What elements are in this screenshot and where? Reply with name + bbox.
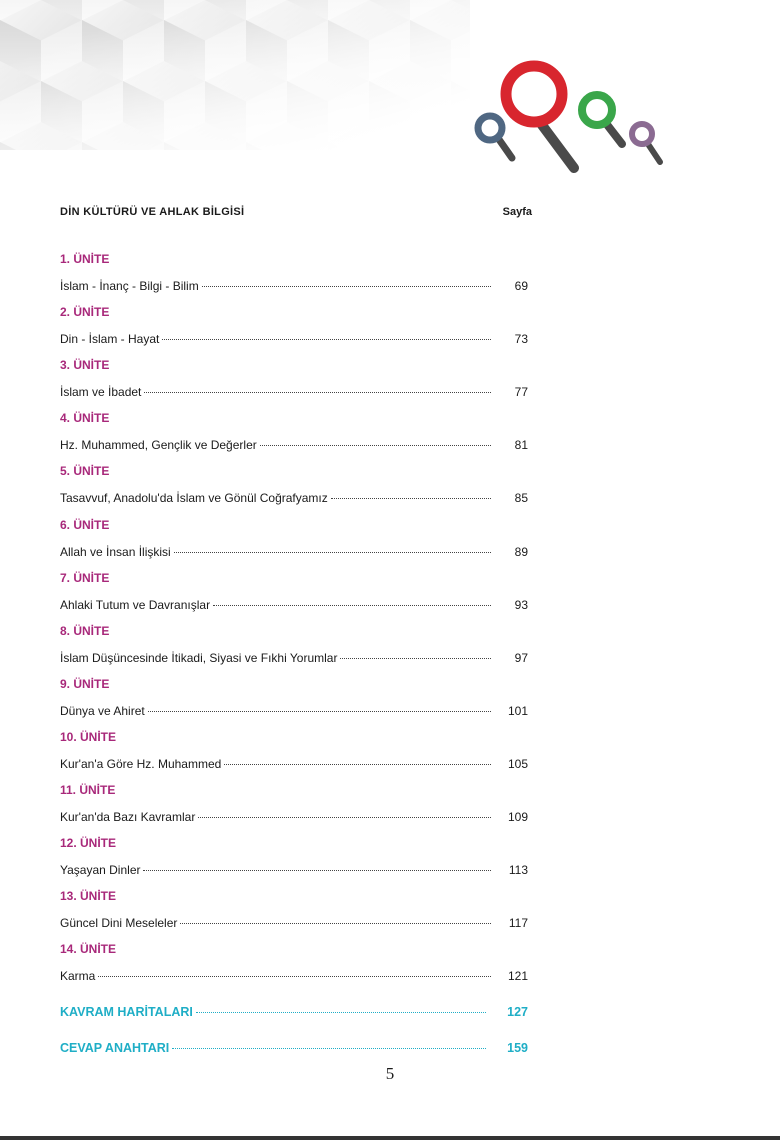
toc-entry-page: 81 xyxy=(514,438,528,453)
toc-entry[interactable] xyxy=(60,969,528,985)
magnifier-logo xyxy=(462,50,672,180)
bottom-divider xyxy=(0,1136,780,1140)
toc-entry-page: 113 xyxy=(508,863,528,878)
toc-page-column-label: Sayfa xyxy=(502,206,532,218)
dot-leader xyxy=(196,1012,486,1013)
toc-entry[interactable] xyxy=(60,757,528,773)
toc-entry-page: 73 xyxy=(514,332,528,347)
magnifier-handle-slate xyxy=(498,138,512,158)
toc-entry-title: Dünya ve Ahiret xyxy=(60,703,145,718)
toc-entry-title: Tasavvuf, Anadolu'da İslam ve Gönül Coğrafyamız xyxy=(60,491,328,506)
toc-special-page: 127 xyxy=(507,1005,528,1019)
toc-entry[interactable] xyxy=(60,916,528,932)
toc-entry-page: 105 xyxy=(507,756,528,771)
toc-entry-title: İslam Düşüncesinde İtikadi, Siyasi ve Fıkhi Yorumlar xyxy=(60,650,338,665)
dot-leader xyxy=(224,764,491,765)
toc-entry-page: 69 xyxy=(514,279,528,293)
dot-leader xyxy=(331,498,491,499)
dot-leader xyxy=(98,976,491,977)
toc-header xyxy=(60,206,532,224)
toc-entry[interactable] xyxy=(60,704,528,720)
toc-special-title: KAVRAM HARİTALARI xyxy=(60,1005,193,1019)
toc-entry-title: Ahlaki Tutum ve Davranışlar xyxy=(60,597,211,612)
cube-pattern-decoration xyxy=(0,0,470,150)
unit-heading: 7. ÜNİTE xyxy=(60,570,110,585)
dot-leader xyxy=(198,817,491,818)
toc-entry-title: Güncel Dini Meseleler xyxy=(60,916,178,931)
toc-entry-page: 97 xyxy=(514,650,528,665)
magnifier-lens-green xyxy=(582,95,612,125)
page-number: 5 xyxy=(385,1064,395,1083)
unit-heading: 13. ÜNİTE xyxy=(60,889,117,904)
toc-special-page: 159 xyxy=(507,1041,528,1055)
toc-entry-title: Hz. Muhammed, Gençlik ve Değerler xyxy=(60,438,257,453)
toc-entry-page: 121 xyxy=(507,969,528,984)
dot-leader xyxy=(213,605,491,606)
unit-heading: 11. ÜNİTE xyxy=(60,783,116,797)
unit-heading: 5. ÜNİTE xyxy=(60,464,110,479)
toc-special-entry[interactable] xyxy=(60,1041,528,1057)
toc-entry[interactable] xyxy=(60,279,528,295)
toc-entry-page: 101 xyxy=(507,703,528,718)
toc-entry-title: İslam - İnanç - Bilgi - Bilim xyxy=(60,279,199,293)
toc-entry-title: Din - İslam - Hayat xyxy=(60,332,160,347)
toc-entry-title: Allah ve İnsan İlişkisi xyxy=(60,544,171,559)
magnifier-lens-purple xyxy=(632,124,652,144)
magnifier-handle-purple xyxy=(648,144,660,162)
unit-heading: 4. ÜNİTE xyxy=(60,411,110,426)
unit-heading: 3. ÜNİTE xyxy=(60,358,110,373)
toc-entry-page: 85 xyxy=(514,491,528,506)
magnifier-lens-red xyxy=(506,66,562,122)
toc-entry-page: 77 xyxy=(514,385,528,400)
toc-entry-title: Kur'an'a Göre Hz. Muhammed xyxy=(60,756,222,771)
toc-entry-title: İslam ve İbadet xyxy=(60,385,142,400)
unit-heading: 8. ÜNİTE xyxy=(60,623,110,638)
dot-leader xyxy=(202,286,491,287)
toc-entry-title: Yaşayan Dinler xyxy=(60,863,141,878)
unit-heading: 6. ÜNİTE xyxy=(60,517,110,532)
dot-leader xyxy=(340,658,491,659)
dot-leader xyxy=(174,552,491,553)
unit-heading: 2. ÜNİTE xyxy=(60,305,110,320)
toc-entry[interactable] xyxy=(60,491,528,507)
toc-special-entry[interactable] xyxy=(60,1005,528,1021)
dot-leader xyxy=(180,923,491,924)
toc-entry[interactable] xyxy=(60,598,528,614)
toc-entry[interactable] xyxy=(60,810,528,826)
toc-entry-title: Kur'an'da Bazı Kavramlar xyxy=(60,810,196,824)
toc-title: DİN KÜLTÜRÜ VE AHLAK BİLGİSİ xyxy=(60,206,245,218)
toc-entry[interactable] xyxy=(60,863,528,879)
toc-entry[interactable] xyxy=(60,332,528,348)
toc-entry-title: Karma xyxy=(60,969,96,984)
toc-entry-page: 89 xyxy=(514,544,528,559)
toc-entry[interactable] xyxy=(60,651,528,667)
dot-leader xyxy=(162,339,491,340)
toc-entry[interactable] xyxy=(60,385,528,401)
unit-heading: 12. ÜNİTE xyxy=(60,836,117,851)
dot-leader xyxy=(148,711,491,712)
magnifier-handle-red xyxy=(542,125,574,168)
toc-entry[interactable] xyxy=(60,438,528,454)
magnifier-lens-slate xyxy=(478,116,502,140)
dot-leader xyxy=(260,445,491,446)
unit-heading: 1. ÜNİTE xyxy=(60,252,110,266)
dot-leader xyxy=(172,1048,486,1049)
toc-entry-page: 117 xyxy=(508,916,528,931)
dot-leader xyxy=(144,392,491,393)
toc-special-title: CEVAP ANAHTARI xyxy=(60,1041,170,1055)
dot-leader xyxy=(143,870,491,871)
toc-entry-page: 93 xyxy=(514,597,528,612)
unit-heading: 10. ÜNİTE xyxy=(60,729,117,744)
unit-heading: 9. ÜNİTE xyxy=(60,676,110,691)
unit-heading: 14. ÜNİTE xyxy=(60,942,117,957)
toc-entry-page: 109 xyxy=(507,810,528,824)
toc-entry[interactable] xyxy=(60,545,528,561)
